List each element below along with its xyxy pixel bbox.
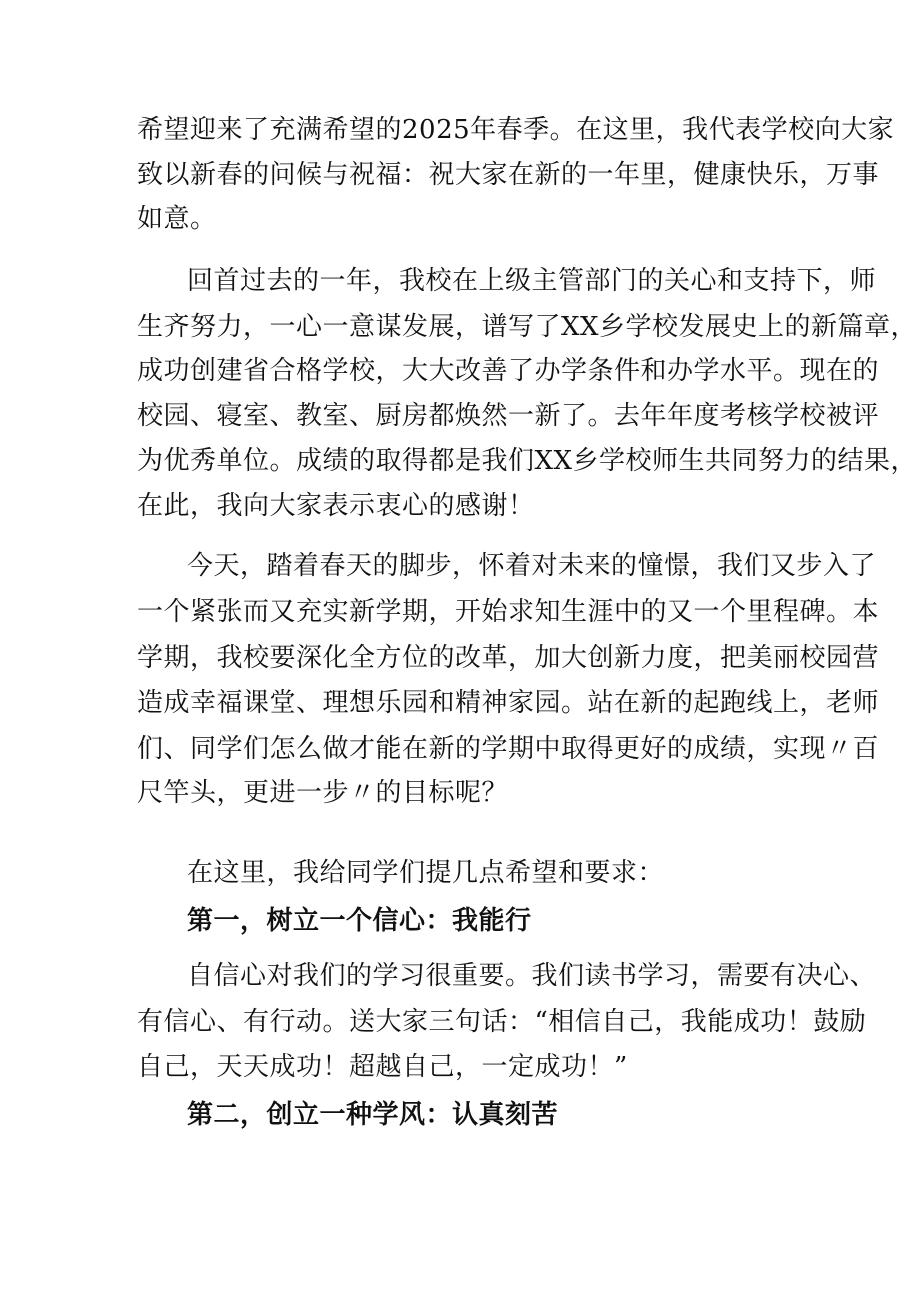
paragraph-2-line-2: 生齐努力，一心一意谋发展，谱写了XX乡学校发展史上的新篇章， [137,312,918,342]
section-heading-2: 第二，创立一种学风：认真刻苦 [187,1100,559,1130]
paragraph-5-line-2: 有信心、有行动。送大家三句话：“相信自己，我能成功！鼓励 [137,1007,867,1037]
paragraph-2-line-5: 为优秀单位。成绩的取得都是我们XX乡学校师生共同努力的结果， [137,446,918,476]
paragraph-5-line-1: 自信心对我们的学习很重要。我们读书学习，需要有决心、 [187,961,877,991]
paragraph-3-line-5: 们、同学们怎么做才能在新的学期中取得更好的成绩，实现〃百 [137,734,880,764]
paragraph-3-line-1: 今天，踏着春天的脚步，怀着对未来的憧憬，我们又步入了 [187,551,877,581]
paragraph-2-line-3: 成功创建省合格学校，大大改善了办学条件和办学水平。现在的 [137,356,880,386]
paragraph-3-line-6: 尺竿头，更进一步〃的目标呢？ [137,778,509,808]
paragraph-5-line-3: 自己，天天成功！超越自己，一定成功！” [137,1052,628,1082]
paragraph-3-line-2: 一个紧张而又充实新学期，开始求知生涯中的又一个里程碑。本 [137,597,880,627]
paragraph-3-line-4: 造成幸福课堂、理想乐园和精神家园。站在新的起跑线上，老师 [137,688,880,718]
paragraph-2-line-6: 在此，我向大家表示衷心的感谢！ [137,491,535,521]
paragraph-1-line-3: 如意。 [137,204,217,234]
paragraph-4-line-1: 在这里，我给同学们提几点希望和要求： [187,858,665,888]
paragraph-3-line-3: 学期，我校要深化全方位的改革，加大创新力度，把美丽校园营 [137,643,880,673]
paragraph-2-line-1: 回首过去的一年，我校在上级主管部门的关心和支持下，师 [187,266,877,296]
section-heading-1: 第一，树立一个信心：我能行 [187,906,532,936]
paragraph-1-line-2: 致以新春的问候与祝福：祝大家在新的一年里，健康快乐，万事 [137,160,880,190]
paragraph-1-line-1: 希望迎来了充满希望的2025年春季。在这里，我代表学校向大家 [137,115,895,145]
paragraph-2-line-4: 校园、寝室、教室、厨房都焕然一新了。去年年度考核学校被评 [137,401,880,431]
